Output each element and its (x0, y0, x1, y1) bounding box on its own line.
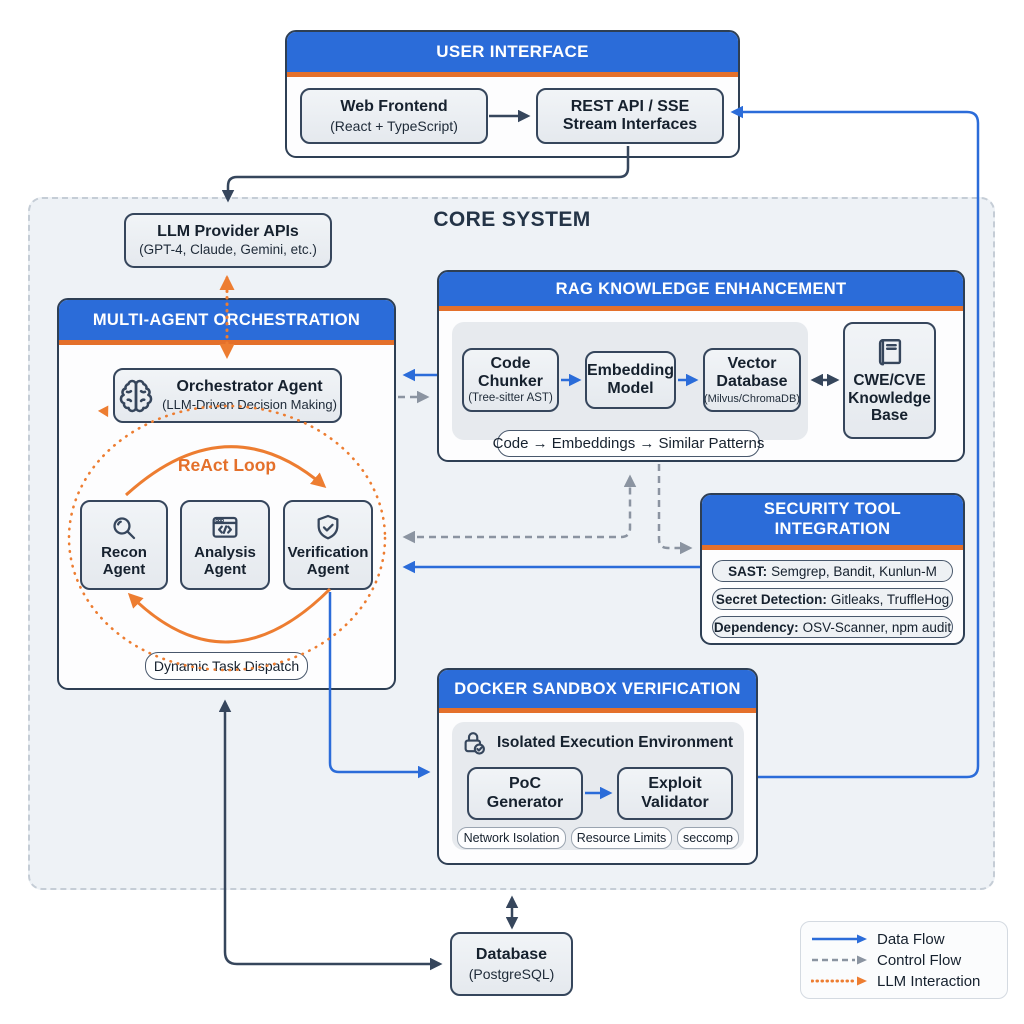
legend-label: LLM Interaction (877, 972, 981, 990)
accent-stripe (702, 545, 963, 550)
security-header (702, 495, 963, 545)
code-chunker-title2: Chunker (478, 372, 543, 390)
core-system-label: CORE SYSTEM (433, 208, 591, 231)
orchestrator-subtitle: (LLM-Driven Decision Making) (162, 396, 337, 412)
isolated-env-row (460, 726, 740, 760)
database-node (450, 932, 573, 996)
secret-value: Gitleaks, TruffleHog (830, 591, 950, 607)
kb-line2: Knowledge (848, 389, 931, 407)
secret-label: Secret Detection: (715, 591, 827, 607)
secret-detection-row (712, 588, 953, 610)
isolated-env-title: Isolated Execution Environment (497, 734, 733, 751)
code-chunker-title: Code (490, 354, 531, 372)
legend-label: Control Flow (877, 951, 962, 969)
vector-database-node (703, 348, 801, 412)
llm-provider-subtitle: (GPT-4, Claude, Gemini, etc.) (139, 242, 317, 258)
user-interface-header: USER INTERFACE (287, 32, 738, 72)
validator-line1: Exploit (648, 775, 702, 793)
legend-control-flow (811, 952, 997, 969)
dependency-value: OSV-Scanner, npm audit (802, 619, 952, 635)
brain-icon (118, 378, 154, 414)
agent-label: Recon (101, 543, 147, 561)
database-subtitle: (PostgreSQL) (468, 965, 555, 982)
security-header-line2: INTEGRATION (774, 520, 891, 538)
embedding-title: Embedding (586, 361, 675, 379)
control-flow-line-sample (811, 955, 869, 965)
orchestration-section (57, 298, 396, 690)
sandbox-header: DOCKER SANDBOX VERIFICATION (439, 670, 756, 708)
agent-label: Agent (306, 561, 350, 578)
sast-label: SAST: (728, 563, 768, 579)
code-chunker-subtitle: (Tree-sitter AST) (468, 392, 553, 405)
rest-api-node (536, 88, 724, 144)
legend-label: Data Flow (877, 930, 945, 948)
orchestration-header: MULTI-AGENT ORCHESTRATION (59, 300, 394, 340)
dependency-row (712, 616, 953, 638)
legend-llm-interaction (811, 973, 997, 990)
knowledge-book-icon (873, 336, 907, 370)
rag-header: RAG KNOWLEDGE ENHANCEMENT (439, 272, 963, 306)
resource-limits-tag: Resource Limits (571, 827, 672, 849)
dynamic-task-dispatch-pill: Dynamic Task Dispatch (145, 652, 308, 680)
security-header-line1: SECURITY TOOL (763, 500, 902, 519)
agent-label: Agent (203, 561, 247, 578)
seccomp-tag: seccomp (677, 827, 739, 849)
react-loop-label: ReAct Loop (177, 455, 277, 475)
magnifier-icon (108, 512, 140, 544)
llm-interaction-line-sample (811, 976, 869, 986)
legend-data-flow (811, 931, 997, 948)
kb-line1: CWE/CVE (853, 371, 926, 389)
llm-provider-node (124, 213, 332, 268)
embedding-title2: Model (607, 380, 654, 397)
analysis-agent-node (180, 500, 270, 590)
exploit-validator-node (617, 767, 733, 820)
verification-agent-node (283, 500, 373, 590)
code-chunker-node (462, 348, 559, 412)
validator-line2: Validator (641, 793, 709, 811)
recon-agent-node (80, 500, 168, 590)
embedding-model-node (585, 351, 676, 409)
rag-flow-caption-pill: Code → Embeddings → Similar Patterns (497, 430, 760, 457)
agent-label: Verification (287, 543, 369, 561)
poc-generator-node (467, 767, 583, 820)
shield-check-icon (312, 512, 344, 544)
rest-api-line1: REST API / SSE (570, 97, 690, 115)
vector-db-title2: Database (716, 373, 788, 391)
llm-provider-title: LLM Provider APIs (157, 223, 299, 241)
database-title: Database (475, 946, 548, 964)
rest-api-line2: Stream Interfaces (562, 116, 698, 133)
network-isolation-tag: Network Isolation (457, 827, 566, 849)
web-frontend-node (300, 88, 488, 144)
vector-db-title: Vector (727, 354, 777, 372)
accent-stripe (287, 72, 738, 77)
orchestrator-title: Orchestrator Agent (176, 378, 323, 396)
agent-label: Agent (102, 561, 146, 578)
vector-db-subtitle: (Milvus/ChromaDB) (704, 392, 800, 405)
accent-stripe (439, 708, 756, 713)
sast-value: Semgrep, Bandit, Kunlun-M (771, 563, 937, 579)
kb-line3: Base (870, 407, 909, 425)
poc-line2: Generator (486, 793, 564, 811)
web-frontend-title: Web Frontend (340, 98, 448, 116)
orchestrator-agent-node (113, 368, 342, 423)
dependency-label: Dependency: (713, 619, 799, 635)
cwe-cve-kb-node (843, 322, 936, 439)
agent-label: Analysis (194, 543, 256, 561)
accent-stripe (59, 340, 394, 345)
sast-row (712, 560, 953, 582)
web-frontend-subtitle: (React + TypeScript) (330, 117, 458, 134)
data-flow-line-sample (811, 934, 869, 944)
lock-check-icon (460, 728, 490, 758)
poc-line1: PoC (509, 775, 541, 793)
accent-stripe (439, 306, 963, 311)
legend (800, 921, 1008, 999)
code-window-icon (209, 512, 241, 544)
